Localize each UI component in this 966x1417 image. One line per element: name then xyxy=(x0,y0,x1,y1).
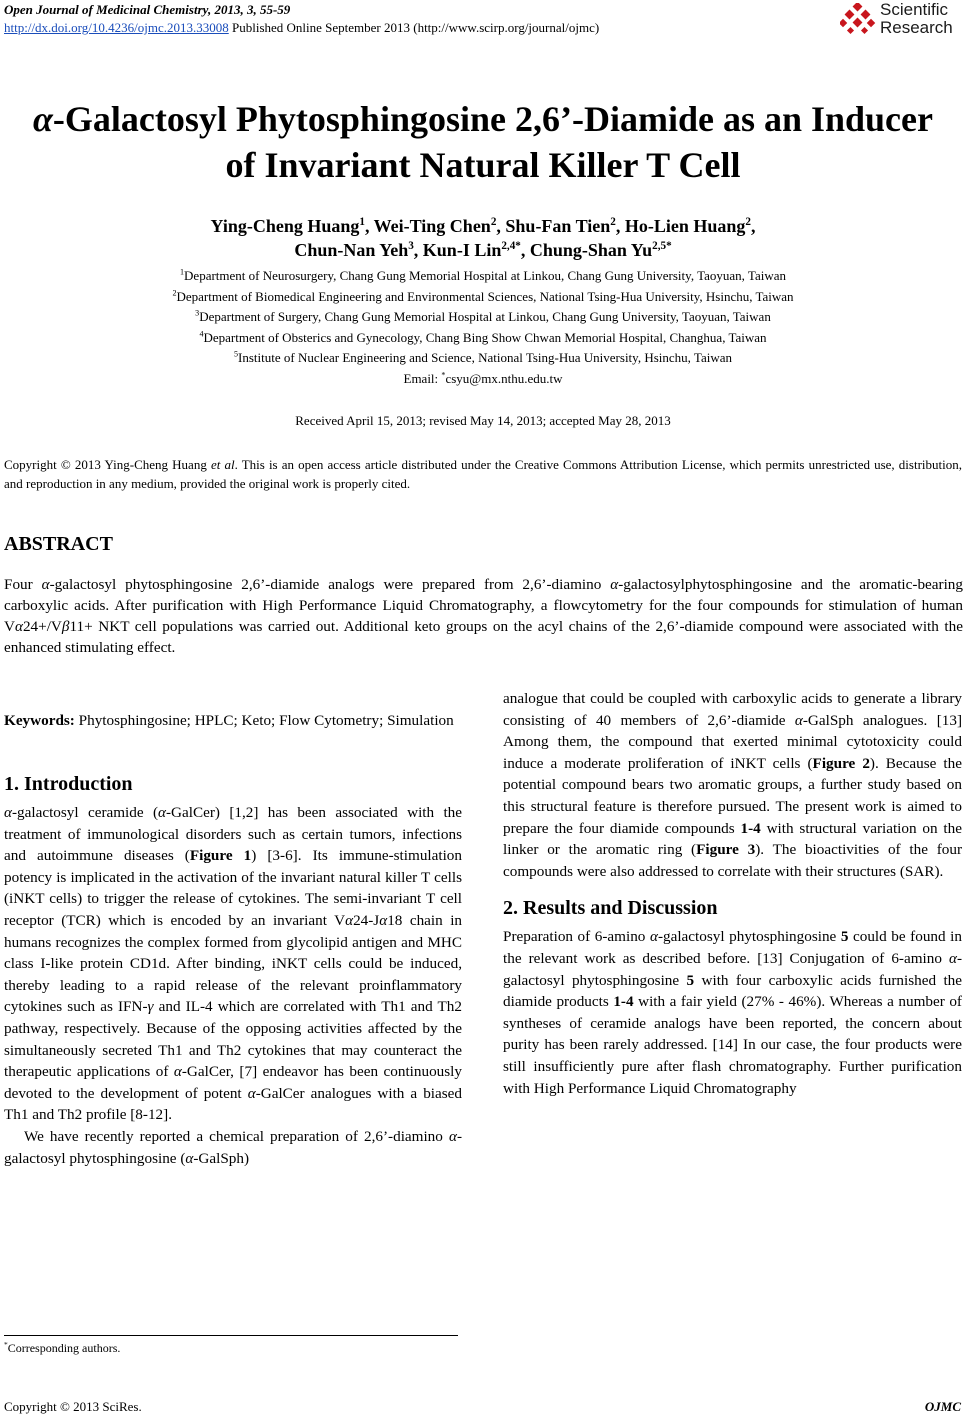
journal-volume: , 2013, 3, 55-59 xyxy=(207,2,291,17)
received-dates: Received April 15, 2013; revised May 14, 2013; accepted May 28, 2013 xyxy=(295,413,671,428)
affiliation: $^1$Department of Neurosurgery, Chang Gung Memorial Hospital at Linkou, Chang Gung University, Taoyuan, Taiwan xyxy=(180,267,786,283)
paper-title: α-Galactosyl Phytosphingosine 2,6’-Diamide as an Inducer of Invariant Natural Killer T Cell xyxy=(33,99,933,185)
section-heading-results: 2. Results and Discussion xyxy=(503,897,718,920)
figure-ref[interactable]: Figure 3 xyxy=(696,841,756,859)
affiliation: $^4$Department of Obsterics and Gynecology, Chang Bing Show Chwan Memorial Hospital, Changhua, Taiwan xyxy=(199,329,767,345)
copyright-notice: Copyright © 2013 Ying-Cheng Huang et al. This is an open access article distributed under the Creative Commons Attribution License, which permits unrestricted use, distribution, and reproduction in any medium, provided the original work is properly cited. xyxy=(4,457,962,491)
intro-paragraph: We have recently reported a chemical preparation of 2,6’-diamino α-galactosyl phytosphingosine (α-GalSph) xyxy=(4,1127,462,1167)
journal-name: Open Journal of Medicinal Chemistry xyxy=(4,2,208,17)
intro-paragraph-cont: analogue that could be coupled with carboxylic acids to generate a library consisting of 40 members of 2,6’-diamide α-GalSph analogues. [13] Among them, the compound that exerted minimal cytotoxicity could induce a moderate proliferation of iNKT cells (Figure 2). Because the potential compound bears two aromatic groups, a further study based on this structural feature is therefore pursued. The present work is aimed to prepare the four diamide compounds 1-4 with structural variation on the linker or the aromatic ring (Figure 3). The bioactivities of the four compounds were also addressed to correlate with their structures (SAR). xyxy=(503,690,963,880)
footer-copyright: Copyright © 2013 SciRes. xyxy=(4,1399,142,1414)
affiliation: $^2$Department of Biomedical Engineering and Environmental Sciences, National Tsing-Hua University, Hsinchu, Taiwan xyxy=(172,288,794,304)
left-column xyxy=(4,772,462,1169)
journal-header xyxy=(4,2,290,18)
scirp-logo-icon xyxy=(840,3,876,39)
figure-ref[interactable]: Figure 1 xyxy=(189,847,252,865)
right-column xyxy=(503,688,962,1099)
affiliations xyxy=(0,266,966,390)
footnote-divider xyxy=(4,1335,458,1336)
affiliation: $^3$Department of Surgery, Chang Gung Memorial Hospital at Linkou, Chang Gung University, Taoyuan, Taiwan xyxy=(195,308,771,325)
footnote: *Corresponding authors. xyxy=(4,1340,121,1355)
abstract-heading: ABSTRACT xyxy=(4,533,113,555)
published-info: Published Online September 2013 (http://www.scirp.org/journal/ojmc) xyxy=(228,20,600,35)
author-list: Ying-Cheng Huang$^1$, Wei-Ting Chen$^2$, Shu-Fan Tien$^2$, Ho-Lien Huang$^2$, Chun-Nan Yeh$^3$, Kun-I Lin$^{2,4*}$, Chung-Shan $Yu^{2,5*}$ xyxy=(210,216,756,260)
figure-ref[interactable]: Figure 2 xyxy=(812,754,870,772)
footer-journal-abbrev: OJMC xyxy=(924,1399,961,1414)
doi-link[interactable]: http://dx.doi.org/10.4236/ojmc.2013.33008 xyxy=(4,20,229,35)
email-line: Email: *csyu@mx.nthu.edu.tw xyxy=(403,370,563,386)
title-alpha: α xyxy=(33,99,53,139)
affiliation: $^5$Institute of Nuclear Engineering and Science, National Tsing-Hua University, Hsinchu, Taiwan xyxy=(233,350,732,366)
intro-paragraph: α-galactosyl ceramide (α-GalCer) [1,2] has been associated with the treatment of immunological disorders such as certain tumors, infections and autoimmune diseases (Figure 1) [3-6]. Its immune-stimulation potency is implicated in the activation of the invariant natural killer T cells (iNKT cells) to trigger the release of cytokines. The semi-invariant T cell receptor (TCR) which is encoded by an invariant Vα24-Jα18 chain in humans recognizes the complex formed from glycolipid antigen and MHC class I-like protein CD1d. After binding, iNKT cells could be induced, thereby leading to a rapid release of the relevant proinflammatory cytokines such as IFN-γ and IL-4 which are correlated with Th1 and Th2 pathway, respectively. Because of the opposing activities affected by the simultaneously secreted Th1 and Th2 cytokines that may counteract the therapeutic applications of α-GalCer, [7] endeavor has been continuously devoted to the development of potent α-GalCer analogues with a biased Th1 and Th2 profile [8-12]. xyxy=(4,804,463,1124)
logo-text: Scientific Research xyxy=(880,0,953,37)
keywords: Keywords: Phytosphingosine; HPLC; Keto; Flow Cytometry; Simulation xyxy=(4,712,454,729)
results-paragraph: Preparation of 6-amino α-galactosyl phytosphingosine 5 could be found in the relevant work as described before. [13] Conjugation of 6-amino α-galactosyl phytosphingosine 5 with four carboxylic acids furnished the diamide products 1-4 with a fair yield (27% - 46%). Whereas a number of syntheses of ceramide analogs have been reported, the concern about purity has been rarely addressed. [14] In our case, the four products were still insufficiently pure after flash chromatography. Further purification with High Performance Liquid Chromatography xyxy=(503,928,962,1097)
abstract-text: Four α-galactosyl phytosphingosine 2,6’-diamide analogs were prepared from 2,6’-diamino α-galactosylphytosphingosine and the aromatic-bearing carboxylic acids. After purification with High Performance Liquid Chromatography, a flowcytometry for the four compounds for stimulation of human Vα24+/Vβ11+ NKT cell populations was carried out. Additional keto groups on the acyl chains of the 2,6’-diamide compound were associated with the enhanced stimulating effect. xyxy=(4,576,963,656)
scirp-logo xyxy=(840,1,962,41)
doi-line xyxy=(4,20,599,36)
section-heading-introduction: 1. Introduction xyxy=(4,773,133,795)
email-address[interactable]: csyu@mx.nthu.edu.tw xyxy=(445,370,563,386)
